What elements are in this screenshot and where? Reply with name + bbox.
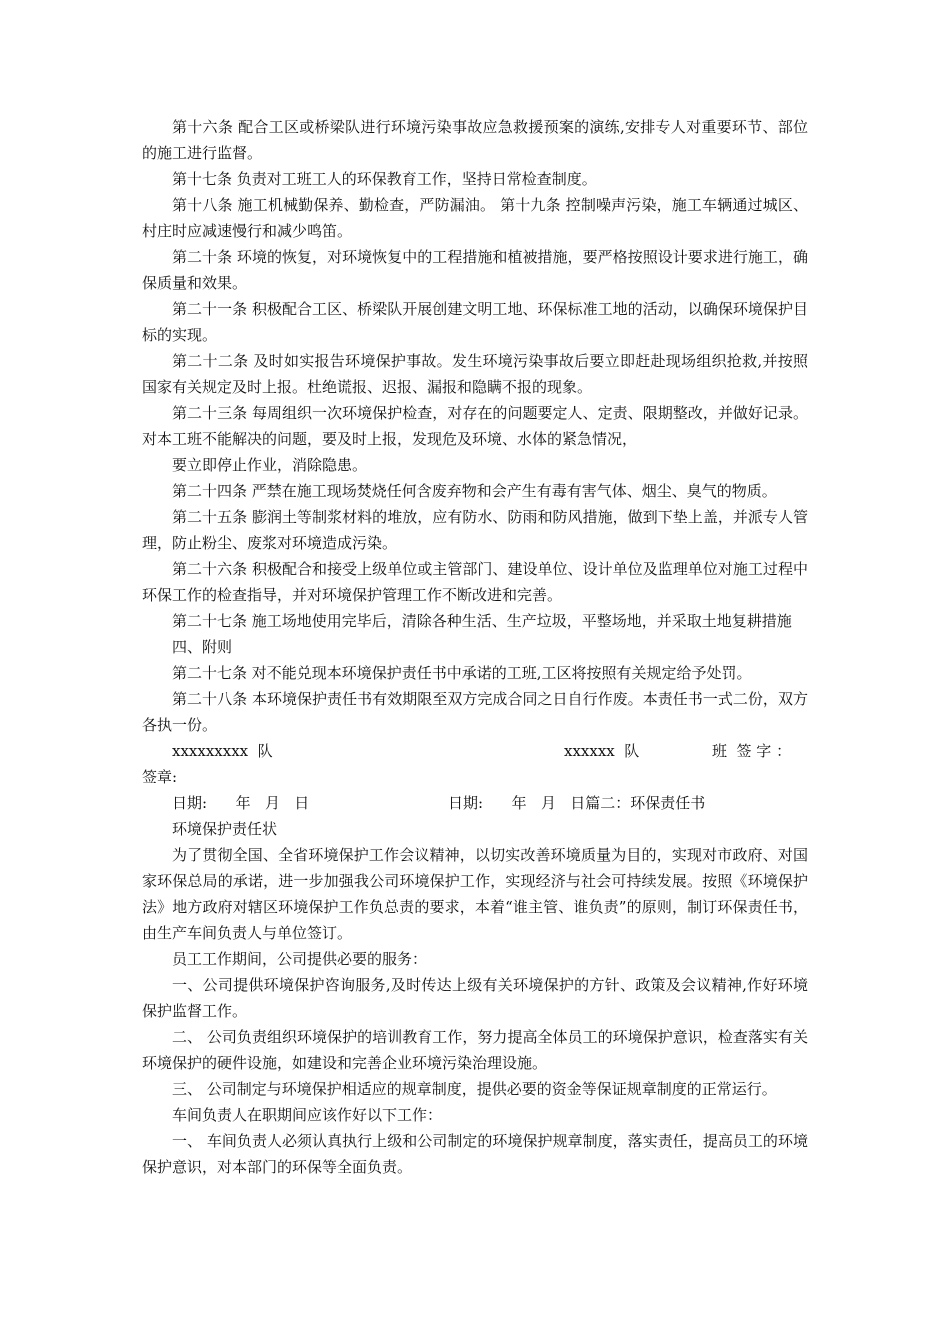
article-25: 第二十五条 膨润土等制浆材料的堆放，应有防水、防雨和防风措施，做到下垫上盖，并派专人管理，防止粉尘、废浆对环境造成污染。 [142, 508, 808, 552]
section-heading-appendix: 四、附则 [172, 638, 233, 656]
duties-intro: 车间负责人在职期间应该作好以下工作： [172, 1106, 443, 1124]
article-24: 第二十四条 严禁在施工现场焚烧任何含废弃物和会产生有毒有害气体、烟尘、臭气的物质。 [172, 482, 777, 500]
document-body [142, 114, 808, 1180]
article-16: 第十六条 配合工区或桥梁队进行环境污染事故应急救援预案的演练,安排专人对重要环节、部位的施工进行监督。 [142, 118, 808, 162]
services-intro: 员工工作期间，公司提供必要的服务： [172, 950, 428, 968]
signature-row [142, 738, 808, 764]
signature-right-label: 班 签 字 ： [712, 742, 792, 760]
service-2: 二、 公司负责组织环境保护的培训教育工作，努力提高全体员工的环境保护意识，检查落实有关环境保护的硬件设施，如建设和完善企业环境污染治理设施。 [142, 1028, 808, 1072]
document-title-2: 环境保护责任状 [172, 820, 278, 838]
signature-mid-team: xxxxxx 队 [564, 742, 640, 760]
article-23-continued: 要立即停止作业，消除隐患。 [172, 456, 368, 474]
article-22: 第二十二条 及时如实报告环境保护事故。发生环境污染事故后要立即赶赴现场组织抢救,并按照国家有关规定及时上报。杜绝谎报、迟报、漏报和隐瞒不报的现象。 [142, 352, 808, 396]
article-20: 第二十条 环境的恢复，对环境恢复中的工程措施和植被措施，要严格按照设计要求进行施工，确保质量和效果。 [142, 248, 808, 292]
article-21: 第二十一条 积极配合工区、桥梁队开展创建文明工地、环保标准工地的活动，以确保环境保护目标的实现。 [142, 300, 808, 344]
article-17: 第十七条 负责对工班工人的环保教育工作，坚持日常检查制度。 [172, 170, 597, 188]
service-1: 一、公司提供环境保护咨询服务,及时传达上级有关环境保护的方针、政策及会议精神,作好环境保护监督工作。 [142, 976, 808, 1020]
article-27: 第二十七条 施工场地使用完毕后，清除各种生活、生产垃圾，平整场地，并采取土地复耕措施 [172, 612, 792, 630]
article-18-19: 第十八条 施工机械勤保养、勤检查，严防漏油。 第十九条 控制噪声污染，施工车辆通过城区、村庄时应减速慢行和减少鸣笛。 [142, 196, 808, 240]
article-26: 第二十六条 积极配合和接受上级单位或主管部门、建设单位、设计单位及监理单位对施工过程中环保工作的检查指导，并对环境保护管理工作不断改进和完善。 [142, 560, 808, 604]
signature-left-team: xxxxxxxxx 队 [172, 742, 273, 760]
preamble: 为了贯彻全国、全省环境保护工作会议精神，以切实改善环境质量为目的，实现对市政府、对国家环保总局的承诺，进一步加强我公司环境保护工作，实现经济与社会可持续发展。按照《环境保护法》地方政府对辖区环境保护工作负总责的要求，本着“谁主管、谁负责”的原则，制订环保责任书，由生产车间负责人与单位签订。 [142, 846, 808, 942]
date-left: 日期: 年 月 日 [172, 794, 310, 812]
date-row [142, 790, 808, 816]
article-23: 第二十三条 每周组织一次环境保护检查，对存在的问题要定人、定责、限期整改，并做好记录。对本工班不能解决的问题，要及时上报，发现危及环境、水体的紧急情况， [142, 404, 808, 448]
date-right: 日期: 年 月 日篇二：环保责任书 [448, 794, 706, 812]
duty-1: 一、 车间负责人必须认真执行上级和公司制定的环境保护规章制度，落实责任，提高员工的环境保护意识，对本部门的环保等全面负责。 [142, 1132, 808, 1176]
article-28: 第二十八条 本环境保护责任书有效期限至双方完成合同之日自行作废。本责任书一式二份，双方各执一份。 [142, 690, 808, 734]
article-27-penalty: 第二十七条 对不能兑现本环境保护责任书中承诺的工班,工区将按照有关规定给予处罚。 [172, 664, 752, 682]
seal-label: 签章: [142, 768, 178, 786]
service-3: 三、 公司制定与环境保护相适应的规章制度，提供必要的资金等保证规章制度的正常运行。 [172, 1080, 777, 1098]
